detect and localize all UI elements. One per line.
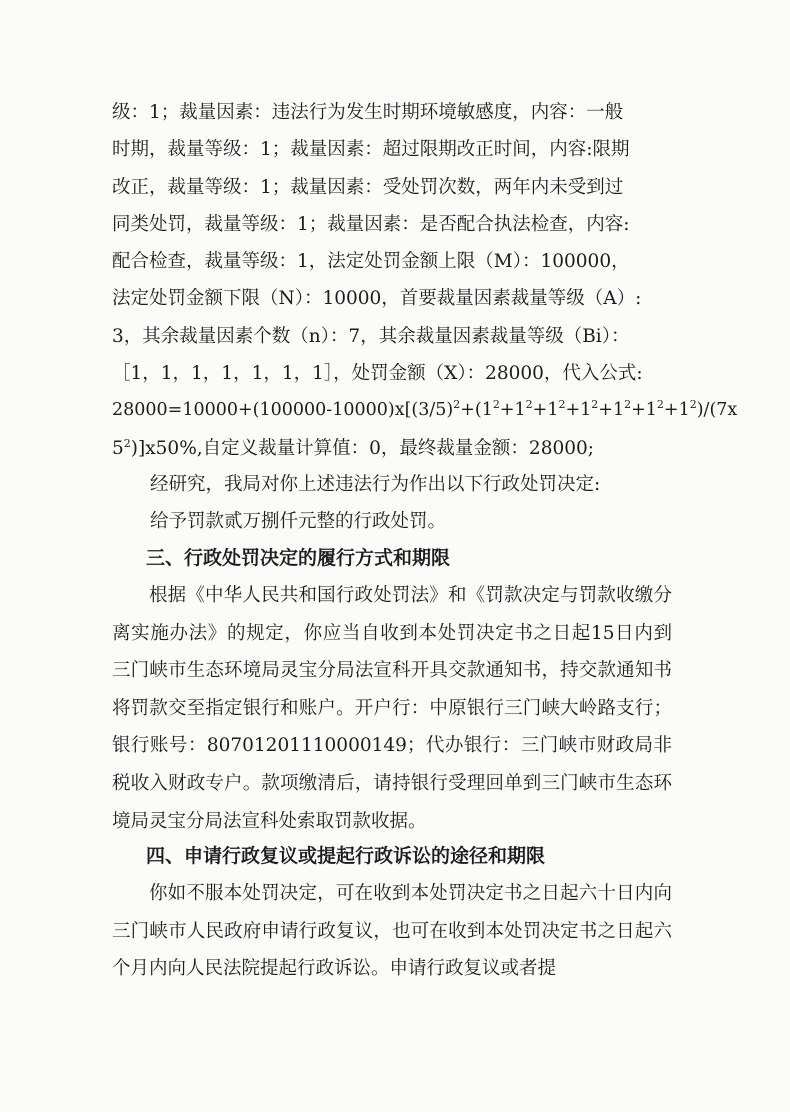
section-4-paragraph: 你如不服本处罚决定，可在收到本处罚决定书之日起六十日内向三门峡市人民政府申请行政复议，也可在收到本处罚决定书之日起六个月内向人民法院提起行政诉讼。申请行政复议或者提 [112, 883, 672, 980]
calc-line: 配合检查，裁量等级：1，法定处罚金额上限（M）：100000， [112, 251, 630, 273]
formula-sup: 2 [591, 398, 599, 412]
formula-sup: 2 [492, 398, 500, 412]
calc-line: 3，其余裁量因素个数（n）：7，其余裁量因素裁量等级（Bi）： [112, 325, 630, 347]
formula-line-2 [112, 430, 672, 467]
formula-part: +1 [565, 400, 592, 421]
formula-part: +1 [663, 400, 690, 421]
formula-part: +(1 [460, 400, 493, 421]
formula-sup: 2 [624, 398, 632, 412]
section-3-paragraph: 根据《中华人民共和国行政处罚法》和《罚款决定与罚款收缴分离实施办法》的规定，你应当自收到本处罚决定书之日起15日内到三门峡市生态环境局灵宝分局法宣科开具交款通知书，持交款通知书将罚款交至指定银行和账户。开户行：中原银行三门峡大岭路支行；银行账号：80701201110000149；代办银行：三门峡市财政局非税收入财政专户。款项缴清后，请持银行受理回单到三门峡市生态环境局灵宝分局法宣科处索取罚款收据。 [112, 585, 672, 832]
calc-line: 法定处罚金额下限（N）：10000，首要裁量因素裁量等级（A）: [112, 288, 642, 310]
formula-part: +1 [631, 400, 657, 421]
formula-part: 28000=10000+(100000-10000)x[(3/5) [112, 400, 454, 421]
calc-line: 级：1；裁量因素：违法行为发生时期环境敏感度，内容：一般 [112, 102, 624, 123]
formula-part: 5 [112, 437, 124, 459]
formula-sup: 2 [123, 436, 131, 450]
formula-sup: 2 [656, 398, 664, 412]
decision-text: 给予罚款贰万捌仟元整的行政处罚。 [150, 511, 447, 532]
calc-line: 同类处罚，裁量等级：1；裁量因素：是否配合执法检查，内容: [112, 213, 630, 235]
formula-part: )/(7x [696, 400, 738, 421]
section-4-body [112, 875, 672, 988]
section-4-heading: 四、申请行政复议或提起行政诉讼的途径和期限 [146, 845, 546, 867]
formula-part: +1 [532, 400, 559, 421]
formula-sup: 2 [558, 398, 566, 412]
formula-sup: 2 [525, 398, 533, 412]
section-3-heading: 三、行政处罚决定的履行方式和期限 [146, 547, 451, 569]
calc-line: 改正，裁量等级：1；裁量因素：受处罚次数，两年内未受到过 [112, 176, 624, 198]
calc-line: ［1，1，1，1，1，1，1］，处罚金额（X）：28000，代入公式: [112, 363, 643, 385]
discretion-calculation [112, 94, 738, 467]
calc-line: 时期，裁量等级：1；裁量因素：超过限期改正时间，内容:限期 [112, 139, 630, 161]
formula-part: +1 [499, 400, 526, 421]
formula-part: )]x50%,自定义裁量计算值：0，最终裁量金额：28000; [130, 437, 595, 459]
formula-sup: 2 [689, 398, 697, 412]
decision-intro: 经研究，我局对你上述违法行为作出以下行政处罚决定: [150, 474, 601, 495]
formula-sup: 2 [453, 398, 461, 412]
section-3-body [112, 577, 672, 840]
formula-line [112, 392, 738, 429]
formula-part: +1 [598, 400, 625, 421]
